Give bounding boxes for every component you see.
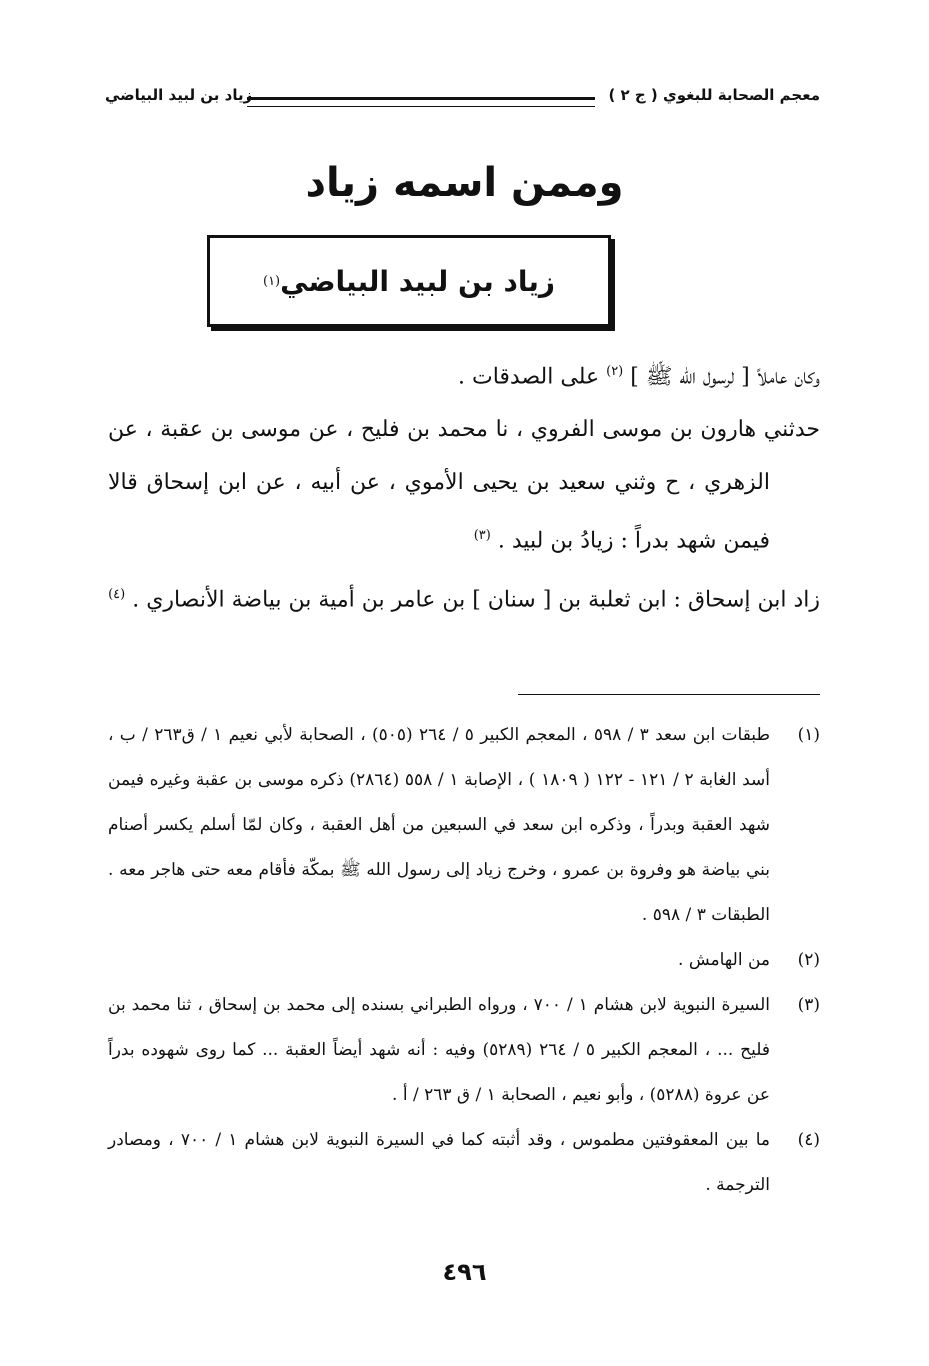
section-title: وممن اسمه زياد [305,160,624,206]
paragraph-2 [108,403,820,567]
header-entry-name: زياد بن لبيد البياضي [105,86,253,104]
footnote-number: (٤) [797,1130,820,1150]
footnote-1 [108,713,820,938]
footnote-number: (١) [797,725,820,745]
footnote-number: (٢) [797,950,820,970]
entry-title: زياد بن لبيد البياضي [280,264,556,298]
footnote-number: (٣) [797,995,820,1015]
paragraph-3 [108,568,820,626]
footnote-text: السيرة النبوية لابن هشام ١ / ٧٠٠ ، ورواه الطبراني بسنده إلى محمد بن إسحاق ، ثنا محمد بن فليح ... ، المعجم الكبير ٥ / ٢٦٤ (٥٢٨٩) وفيه : أنه شهد أيضاً العقبة ... كما روى شهوده بدراً عن عروة (٥٢٨٨) ، وأبو نعيم ، الصحابة ١ / ق ٢٦٣ / أ . [108,995,770,1105]
paragraph-1-note-ref: (٢) [606,364,624,379]
footnotes [108,713,820,1208]
footnote-divider [518,694,820,695]
footnote-4 [108,1118,820,1208]
entry-title-box [207,235,611,327]
footnote-2 [108,938,820,983]
header-book-title: معجم الصحابة للبغوي ( ج ٢ ) [608,86,820,104]
paragraph-2-note-ref: (٣) [473,528,491,544]
running-header [105,86,820,116]
paragraph-3-text: زاد ابن إسحاق : ابن ثعلبة بن [ سنان ] بن عامر بن أمية بن بياضة الأنصاري . [132,586,820,612]
paragraph-2-text: حدثني هارون بن موسى الفروي ، نا محمد بن فليح ، عن موسى بن عقبة ، عن الزهري ، ح وثني سعيد بن يحيى الأموي ، عن أبيه ، عن ابن إسحاق قالا فيمن شهد بدراً : زيادُ بن لبيد . [108,417,820,554]
page-number: ٤٩٦ [442,1258,487,1286]
footnote-text: من الهامش . [678,950,770,970]
paragraph-1-text-a: وكان عاملاً [ لرسول الله ﷺ ] [630,364,820,390]
footnote-3 [108,983,820,1118]
body-text [108,345,820,626]
footnote-text: ما بين المعقوفتين مطموس ، وقد أثبته كما في السيرة النبوية لابن هشام ١ / ٧٠٠ ، ومصادر الترجمة . [108,1130,770,1195]
paragraph-3-note-ref: (٤) [108,586,126,602]
header-rule [247,97,595,107]
paragraph-1-text-b: على الصدقات . [458,364,600,390]
footnote-text: طبقات ابن سعد ٣ / ٥٩٨ ، المعجم الكبير ٥ / ٢٦٤ (٥٠٥) ، الصحابة لأبي نعيم ١ / ق٢٦٣ / ب ، أسد الغابة ٢ / ١٢١ - ١٢٢ ( ١٨٠٩ ) ، الإصابة ١ / ٥٥٨ (٢٨٦٤) ذكره موسى بن عقبة وغيره فيمن شهد العقبة وبدراً ، وذكره ابن سعد في السبعين من أهل العقبة ، وكان لمّا أسلم يكسر أصنام بني بياضة هو وفروة بن عمرو ، وخرج زياد إلى رسول الله ﷺ بمكّة فأقام معه حتى هاجر معه . الطبقات ٣ / ٥٩٨ . [108,725,770,925]
paragraph-1 [108,345,820,403]
entry-note-ref: (١) [262,273,281,289]
